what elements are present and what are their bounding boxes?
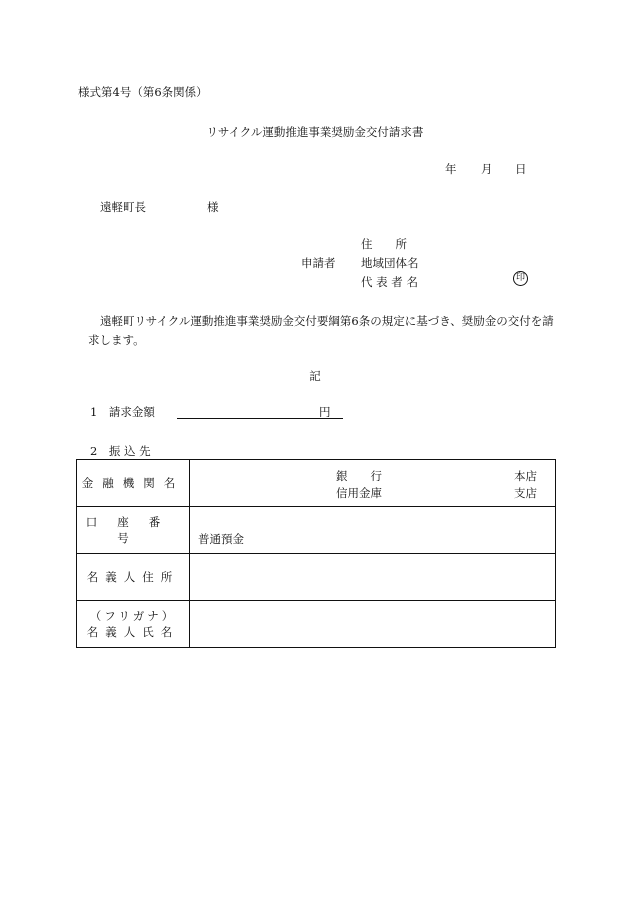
bank-row	[77, 460, 556, 507]
addressee-name: 遠軽町長	[100, 200, 146, 214]
bank-name-head-text: 金融機関名	[81, 476, 185, 490]
seal-mark: 印	[513, 271, 528, 286]
holder-name-label: 名義人氏名	[86, 625, 180, 639]
honten-option: 本店	[514, 469, 537, 483]
applicant-address-label: 住 所	[361, 237, 407, 251]
account-number-head	[77, 507, 190, 554]
applicant-group-label: 地域団体名	[361, 256, 419, 270]
shiten-option: 支店	[514, 486, 537, 500]
holder-name-head	[77, 601, 190, 648]
holder-name-cell[interactable]	[190, 601, 556, 648]
ki-heading: 記	[309, 369, 321, 383]
holder-address-row	[77, 554, 556, 601]
request-statement-text: 遠軽町リサイクル運動推進事業奨励金交付要綱第6条の規定に基づき、奨励金の交付を請求します。	[88, 314, 554, 347]
holder-address-cell[interactable]	[190, 554, 556, 601]
applicant-representative-label: 代 表 者 名	[361, 275, 418, 289]
request-statement	[88, 312, 558, 350]
holder-address-head-text: 名義人住所	[86, 570, 180, 584]
account-number-head-text: 口座番号	[85, 515, 181, 545]
account-number-cell[interactable]	[190, 507, 556, 554]
date-year-label: 年	[445, 162, 457, 176]
branch-type-options	[514, 468, 537, 502]
holder-name-row	[77, 601, 556, 648]
date-month-label: 月	[481, 162, 493, 176]
yen-unit: 円	[319, 405, 331, 419]
bank-name-head	[77, 460, 190, 507]
item1-label: 1 請求金額	[90, 405, 155, 419]
account-row	[77, 507, 556, 554]
form-number: 様式第4号（第6条関係）	[78, 85, 208, 99]
addressee-honorific: 様	[207, 200, 219, 214]
applicant-label: 申請者	[301, 256, 336, 270]
holder-address-head	[77, 554, 190, 601]
date-day-label: 日	[515, 162, 527, 176]
account-type: 普通預金	[198, 532, 244, 546]
bank-option: 銀 行	[336, 469, 382, 483]
document-title: リサイクル運動推進事業奨励金交付請求書	[206, 125, 424, 139]
shinkin-option: 信用金庫	[336, 486, 382, 500]
bank-transfer-table	[76, 459, 556, 648]
bank-type-options	[336, 468, 382, 502]
furigana-label: （フリガナ）	[89, 609, 177, 623]
bank-name-cell[interactable]	[190, 460, 556, 507]
item2-label: 2 振 込 先	[90, 444, 151, 458]
